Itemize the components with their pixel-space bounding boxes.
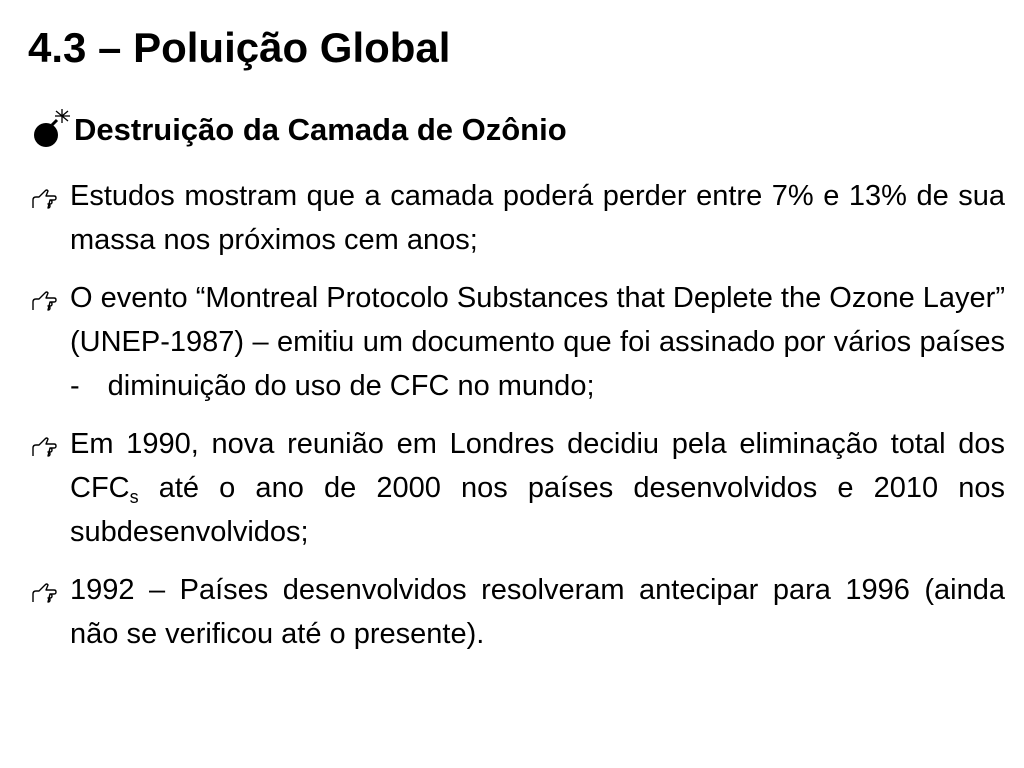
pointing-hand-icon — [30, 188, 58, 212]
bullet-item — [30, 568, 1005, 656]
bullet-text-part: diminuição do uso de CFC no mundo; — [107, 370, 595, 402]
subscript: s — [129, 487, 139, 507]
bullet-text-part: Em 1990, nova reunião em Londres decidiu pela eliminação total dos CFC — [70, 428, 1005, 504]
bullet-text-part: O evento “Montreal Protocolo Substances that Deplete the Ozone Layer” (UNEP-1987) – emitiu um documento que foi assinado por vários países - — [70, 282, 1005, 402]
section-heading — [30, 108, 567, 152]
pointing-hand-icon — [30, 582, 58, 606]
bullet-text: 1992 – Países desenvolvidos resolveram antecipar para 1996 (ainda não se verificou até o presente). — [70, 574, 1005, 650]
section-heading-text: Destruição da Camada de Ozônio — [74, 112, 567, 147]
bullet-text: Estudos mostram que a camada poderá perder entre 7% e 13% de sua massa nos próximos cem anos; — [70, 180, 1005, 256]
bullet-text — [70, 422, 1005, 554]
pointing-hand-icon — [30, 290, 58, 314]
bullet-item — [30, 276, 1005, 408]
bullet-text — [70, 276, 1005, 408]
bomb-icon — [30, 108, 74, 152]
bullet-item — [30, 174, 1005, 262]
slide-title: 4.3 – Poluição Global — [28, 24, 451, 71]
pointing-hand-icon — [30, 436, 58, 460]
bullet-text-part: até o ano de 2000 nos países desenvolvidos e 2010 nos subdesenvolvidos; — [70, 472, 1005, 548]
bullet-item — [30, 422, 1005, 554]
bullet-list — [30, 174, 1005, 670]
